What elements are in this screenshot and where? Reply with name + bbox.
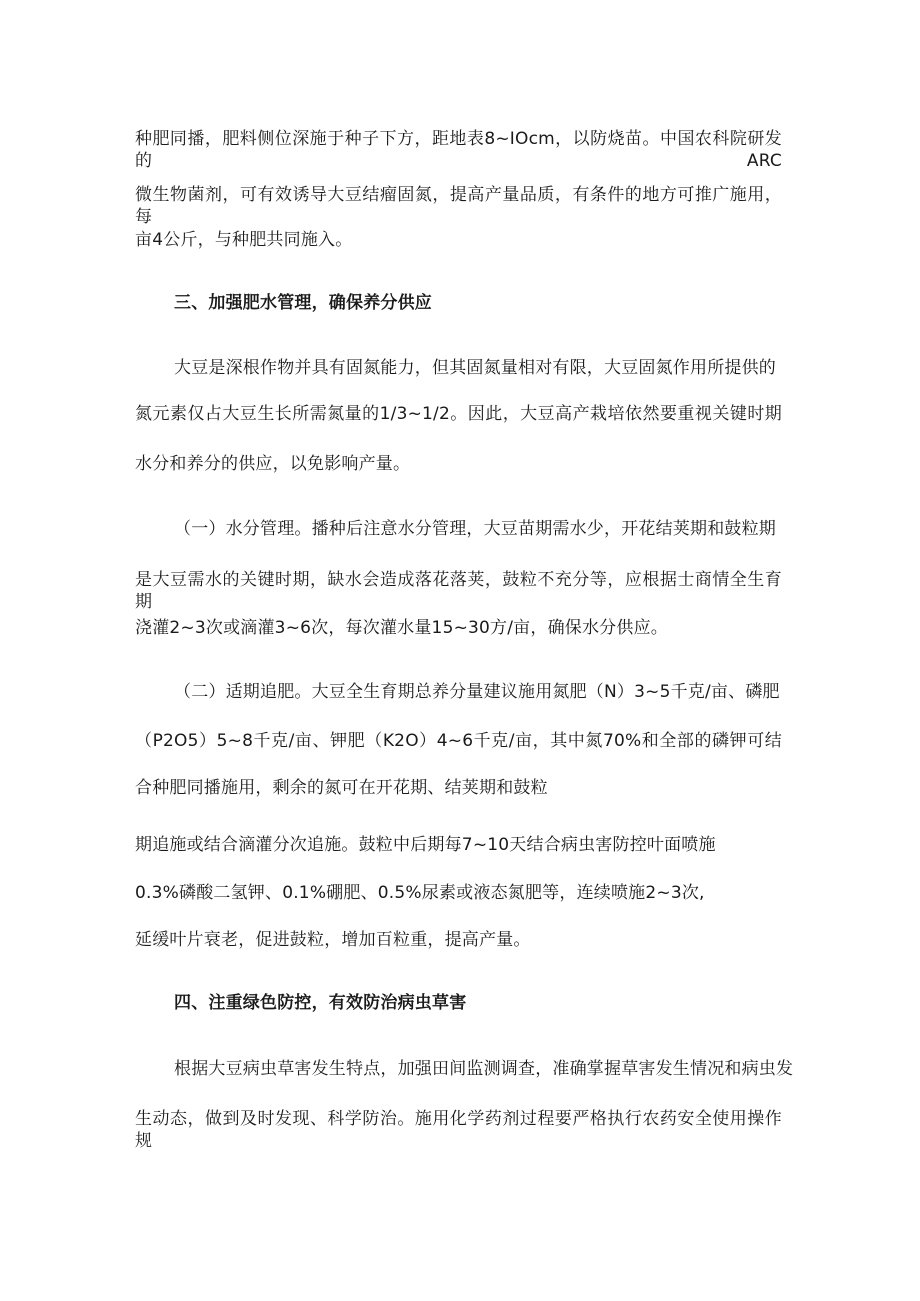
paragraph-line: 0.3%磷酸二氢钾、0.1%硼肥、0.5%尿素或液态氮肥等，连续喷施2~3次, — [135, 883, 705, 903]
paragraph-line: （一）水分管理。播种后注意水分管理，大豆苗期需水少，开花结荚期和鼓粒期 — [174, 519, 776, 539]
paragraph-line: 水分和养分的供应，以免影响产量。 — [135, 454, 411, 474]
paragraph-line: 延缓叶片衰老，促进鼓粒，增加百粒重，提高产量。 — [135, 930, 531, 950]
paragraph-line: （P2O5）5~8千克/亩、钾肥（K2O）4~6千克/亩，其中氮70%和全部的磷钾可结 — [135, 731, 782, 751]
paragraph-line: 微生物菌剂，可有效诱导大豆结瘤固氮，提高产量品质，有条件的地方可推广施用，每 — [135, 185, 782, 227]
section-heading-3: 三、加强肥水管理，确保养分供应 — [174, 293, 432, 313]
paragraph-line: 生动态，做到及时发现、科学防治。施用化学药剂过程要严格执行农药安全使用操作规 — [135, 1109, 782, 1151]
paragraph-line: 氮元素仅占大豆生长所需氮量的1/3~1/2。因此，大豆高产栽培依然要重视关键时期 — [135, 404, 782, 424]
paragraph-line: 期追施或结合滴灌分次追施。鼓粒中后期每7~10天结合病虫害防控叶面喷施 — [135, 835, 716, 855]
paragraph-line: 合种肥同播施用，剩余的氮可在开花期、结荚期和鼓粒 — [135, 778, 548, 798]
section-heading-4: 四、注重绿色防控，有效防治病虫草害 — [174, 993, 467, 1013]
paragraph-line: 大豆是深根作物并具有固氮能力，但其固氮量相对有限，大豆固氮作用所提供的 — [174, 358, 776, 378]
paragraph-line: 根据大豆病虫草害发生特点，加强田间监测调查，准确掌握草害发生情况和病虫发 — [174, 1059, 794, 1079]
paragraph-line: 亩4公斤，与种肥共同施入。 — [135, 230, 353, 250]
paragraph-line: （二）适期追肥。大豆全生育期总养分量建议施用氮肥（N）3~5千克/亩、磷肥 — [174, 682, 780, 702]
paragraph-line: 种肥同播，肥料侧位深施于种子下方，距地表8~IOcm，以防烧苗。中国农科院研发的ARC — [135, 129, 782, 171]
paragraph-line: 浇灌2~3次或滴灌3~6次，每次灌水量15~30方/亩，确保水分供应。 — [135, 618, 668, 638]
paragraph-line: 是大豆需水的关键时期，缺水会造成落花落荚，鼓粒不充分等，应根据士商情全生育期 — [135, 570, 782, 612]
